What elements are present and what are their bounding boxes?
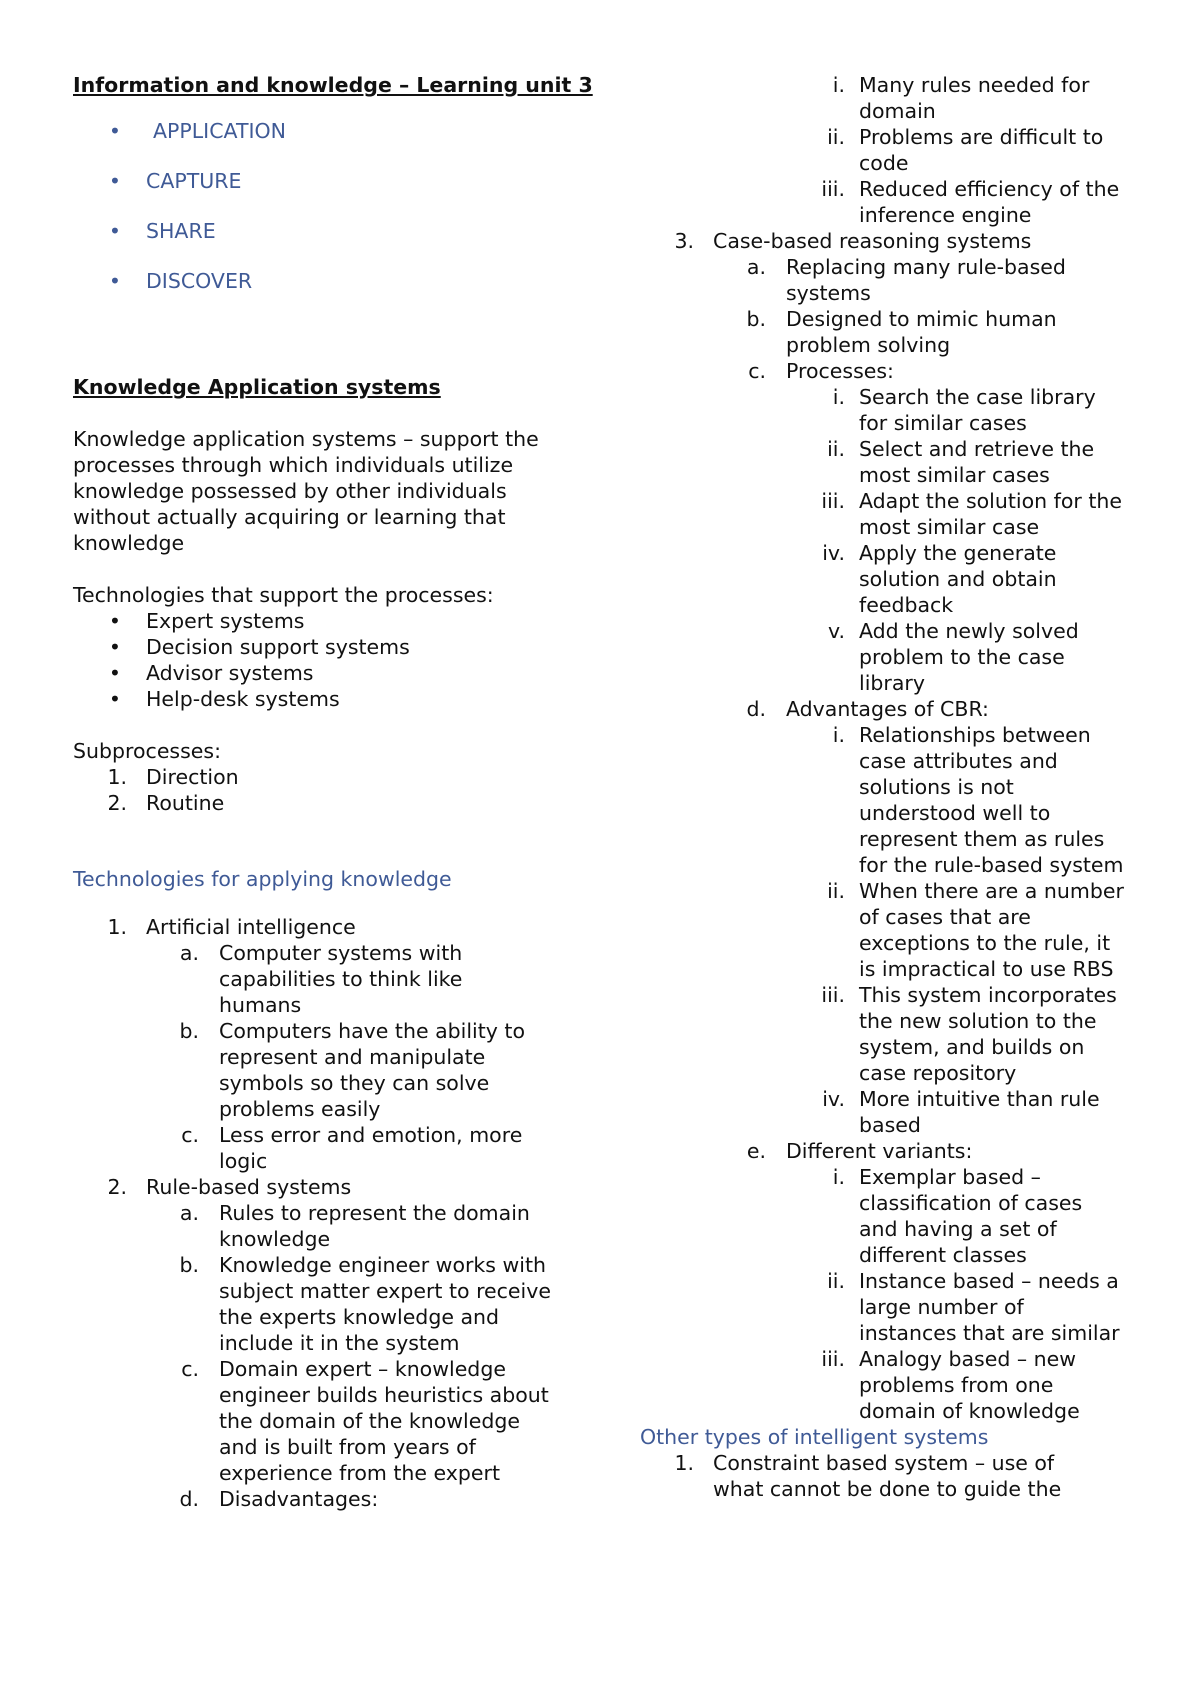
list-item: 2. Routine xyxy=(107,791,225,815)
list-item: d. Advantages of CBR: xyxy=(746,697,989,721)
kas-definition: Knowledge application systems – support the processes through which individuals utilize knowledge possessed by other individuals without actually acquiring or learning that knowledge xyxy=(73,427,539,555)
list-item: iii. Adapt the solution for the most similar case xyxy=(821,489,1123,539)
km-item-discover: • DISCOVER xyxy=(108,269,253,293)
list-item-ai: 1. Artificial intelligence xyxy=(107,915,356,939)
bullet-icon: • xyxy=(108,661,121,685)
list-item: b. Designed to mimic human problem solving xyxy=(746,307,1057,357)
bullet-icon: • xyxy=(108,119,121,143)
list-item: • Help-desk systems xyxy=(108,687,340,711)
bullet-icon: • xyxy=(108,219,121,243)
bullet-icon: • xyxy=(108,635,121,659)
list-item: ii. When there are a number of cases that are exceptions to the rule, it is impractical to use RBS xyxy=(827,879,1124,981)
list-item: iv. Apply the generate solution and obtain feedback xyxy=(822,541,1057,617)
list-item: a. Replacing many rule-based systems xyxy=(746,255,1066,305)
list-item: c. Domain expert – knowledge engineer builds heuristics about the domain of the knowledge and is built from years of experience from the expert xyxy=(181,1357,549,1485)
list-item: iii. This system incorporates the new solution to the system, and builds on case repository xyxy=(821,983,1117,1085)
km-item-application: • APPLICATION xyxy=(108,119,286,143)
list-item: iii. Analogy based – new problems from one domain of knowledge xyxy=(821,1347,1080,1423)
list-item: i. Search the case library for similar cases xyxy=(832,385,1096,435)
list-item: ii. Instance based – needs a large number of instances that are similar xyxy=(827,1269,1120,1345)
list-item: a. Computer systems with capabilities to think like humans xyxy=(179,941,463,1017)
bullet-icon: • xyxy=(108,609,121,633)
list-item: d. Disadvantages: xyxy=(179,1487,379,1511)
list-item-cbr: 3. Case-based reasoning systems xyxy=(674,229,1032,253)
right-column xyxy=(640,72,1140,1502)
list-item: b. Computers have the ability to represent and manipulate symbols so they can solve problems easily xyxy=(179,1019,526,1121)
list-item: c. Processes: xyxy=(748,359,894,383)
list-item: i. Many rules needed for domain xyxy=(832,73,1090,123)
section-heading-applying: Technologies for applying knowledge xyxy=(73,867,452,891)
list-item: • Advisor systems xyxy=(108,661,314,685)
list-item-rbs: 2. Rule-based systems xyxy=(107,1175,352,1199)
km-item-share: • SHARE xyxy=(108,219,216,243)
list-item: ii. Select and retrieve the most similar cases xyxy=(827,437,1095,487)
section-heading-other: Other types of intelligent systems xyxy=(640,1425,989,1449)
list-item: b. Knowledge engineer works with subject matter expert to receive the experts knowledge and include it in the system xyxy=(179,1253,551,1355)
left-column xyxy=(73,72,593,1512)
list-item: v. Add the newly solved problem to the case library xyxy=(827,619,1079,695)
bullet-icon: • xyxy=(108,169,121,193)
list-item: 1. Direction xyxy=(107,765,239,789)
list-item: e. Different variants: xyxy=(746,1139,973,1163)
list-item: 1. Constraint based system – use of what cannot be done to guide the xyxy=(674,1451,1062,1501)
list-item: • Decision support systems xyxy=(108,635,410,659)
list-item: • Expert systems xyxy=(108,609,305,633)
list-item: i. Relationships between case attributes and solutions is not understood well to represent them as rules for the rule-based system xyxy=(832,723,1124,877)
list-item: a. Rules to represent the domain knowledge xyxy=(179,1201,530,1251)
section-heading-kas: Knowledge Application systems xyxy=(73,375,441,399)
list-item: i. Exemplar based – classification of cases and having a set of different classes xyxy=(832,1165,1083,1267)
bullet-icon: • xyxy=(108,269,121,293)
subprocesses-label: Subprocesses: xyxy=(73,739,221,763)
bullet-icon: • xyxy=(108,687,121,711)
tech-intro: Technologies that support the processes: xyxy=(73,583,494,607)
km-item-capture: • CAPTURE xyxy=(108,169,242,193)
list-item: ii. Problems are difficult to code xyxy=(827,125,1104,175)
list-item: c. Less error and emotion, more logic xyxy=(181,1123,523,1173)
list-item: iii. Reduced efficiency of the inference engine xyxy=(821,177,1120,227)
document-title: Information and knowledge – Learning unit 3 xyxy=(73,73,593,97)
list-item: iv. More intuitive than rule based xyxy=(822,1087,1100,1137)
